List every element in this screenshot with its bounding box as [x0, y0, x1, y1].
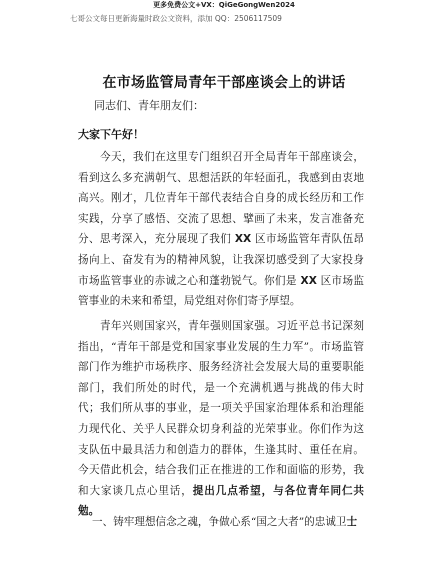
top-banner: 更多免费公文+VX：QiGeGongWen2024	[153, 1, 295, 9]
header-note: 七哥公文每日更新海量时政公文资料，添加 QQ：2506117509	[70, 14, 282, 23]
paragraph-2-text: 青年兴则国家兴，青年强则国家强。习近平总书记深刻指出，“青年干部是党和国家事业发展的生力军”。市场监管部门作为维护市场秩序、服务经济社会发展大局的重要职能部门，我们所处的时代，是一个充满机遇与挑战的伟大时代；我们所从事的事业，是一项关乎国家治理体系和治理能力现代化、关乎人民群众切身利益的光荣事业。你们作为这支队伍中最具活力和创造力的群体，生逢其时、重任在肩。今天借此机会，结合我们正在推进的工作和面临的形势，我和大家谈几点心里话，	[78, 320, 364, 497]
paragraph-1	[78, 147, 364, 312]
salutation: 同志们、青年朋友们：	[94, 99, 204, 112]
document-title: 在市场监管局青年干部座谈会上的讲话	[102, 75, 346, 91]
section-heading-1	[78, 512, 364, 533]
paragraph-1-text-b: 区市场监管年青队伍昂扬向上、奋发有为的精神风貌，让我深切感受到了大家投身市场监管事业的赤诚之心和蓬勃锐气。你们是	[78, 233, 365, 287]
paragraph-1-text-a: 今天，我们在这里专门组织召开全局青年干部座谈会，看到这么多充满朝气、思想活跃的年轻面孔，我感到由衷地高兴。刚才，几位青年干部代表结合自身的成长经历和工作实践，分享了感悟、交流了思想、擘画了未来，发言准备充分、思考深入，充分展现了我们	[78, 151, 364, 246]
section-heading-1-text: 一、铸牢理想信念之魂，争做心系“国之大者”的忠诚卫	[92, 516, 347, 528]
paragraph-2-bold: 提出几点希望，与各位青年同仁共勉。	[78, 484, 365, 518]
paragraph-2	[78, 316, 364, 522]
greeting: 大家下午好！	[78, 128, 144, 141]
paragraph-1-text-c: 区市场监管事业的未来和希望，局党组对你们寄予厚望。	[78, 274, 365, 308]
paragraph-1-xx-b: XX	[300, 274, 317, 287]
section-heading-1-bold: 士	[346, 516, 358, 528]
paragraph-1-xx-a: XX	[234, 233, 252, 246]
